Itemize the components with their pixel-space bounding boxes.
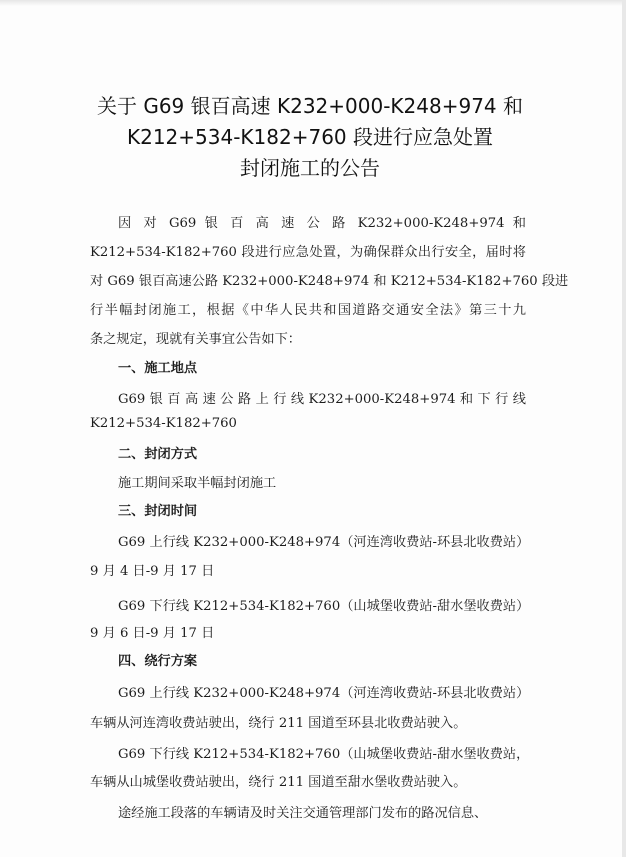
section-2-line-1: 施工期间采取半幅封闭施工: [118, 476, 277, 491]
section-4-note-line-1: 途经施工段落的车辆请及时关注交通管理部门发布的路况信息、: [118, 806, 488, 821]
section-3-heading: 三、封闭时间: [118, 504, 198, 519]
section-1-heading: 一、施工地点: [118, 361, 198, 376]
scan-edge-top: [0, 0, 626, 6]
section-4-heading: 四、绕行方案: [118, 654, 198, 669]
section-4-up-line-2: 车辆从河连湾收费站驶出，绕行 211 国道至环县北收费站驶入。: [90, 716, 467, 731]
section-3-up-line-2: 9 月 4 日-9 月 17 日: [90, 564, 215, 579]
intro-line-4: 行半幅封闭施工，根据《中华人民共和国道路交通安全法》第三十九: [90, 303, 526, 318]
intro-line-2: K212+534-K182+760 段进行应急处置，为确保群众出行安全，届时将: [90, 245, 526, 260]
section-3-down-line-1: G69 下行线 K212+534-K182+760（山城堡收费站-甜水堡收费站）: [118, 599, 530, 614]
section-4-down-line-2: 车辆从山城堡收费站驶出，绕行 211 国道至甜水堡收费站驶入。: [90, 775, 467, 790]
title-line-3: 封闭施工的公告: [240, 156, 380, 180]
intro-line-3: 对 G69 银百高速公路 K232+000-K248+974 和 K212+534-K182+760 段进: [90, 274, 569, 289]
section-4-down-line-1: G69 下行线 K212+534-K182+760（山城堡收费站-甜水堡收费站，: [118, 747, 530, 762]
intro-line-1: 因 对 G69 银 百 高 速 公 路 K232+000-K248+974 和: [118, 216, 526, 231]
section-2-heading: 二、封闭方式: [118, 447, 198, 462]
section-4-up-line-1: G69 上行线 K232+000-K248+974（河连湾收费站-环县北收费站）: [118, 686, 530, 701]
section-3-down-line-2: 9 月 6 日-9 月 17 日: [90, 626, 215, 641]
title-line-1: 关于 G69 银百高速 K232+000-K248+974 和: [96, 94, 524, 118]
intro-line-5: 条之规定，现就有关事宜公告如下：: [90, 332, 301, 347]
section-3-up-line-1: G69 上行线 K232+000-K248+974（河连湾收费站-环县北收费站）: [118, 535, 530, 550]
section-1-line-2: K212+534-K182+760: [90, 416, 237, 431]
scan-edge-right: [622, 0, 626, 857]
section-1-line-1: G69 银 百 高 速 公 路 上 行 线 K232+000-K248+974 和 下 行 线: [118, 392, 526, 407]
title-line-2: K212+534-K182+760 段进行应急处置: [126, 125, 493, 149]
